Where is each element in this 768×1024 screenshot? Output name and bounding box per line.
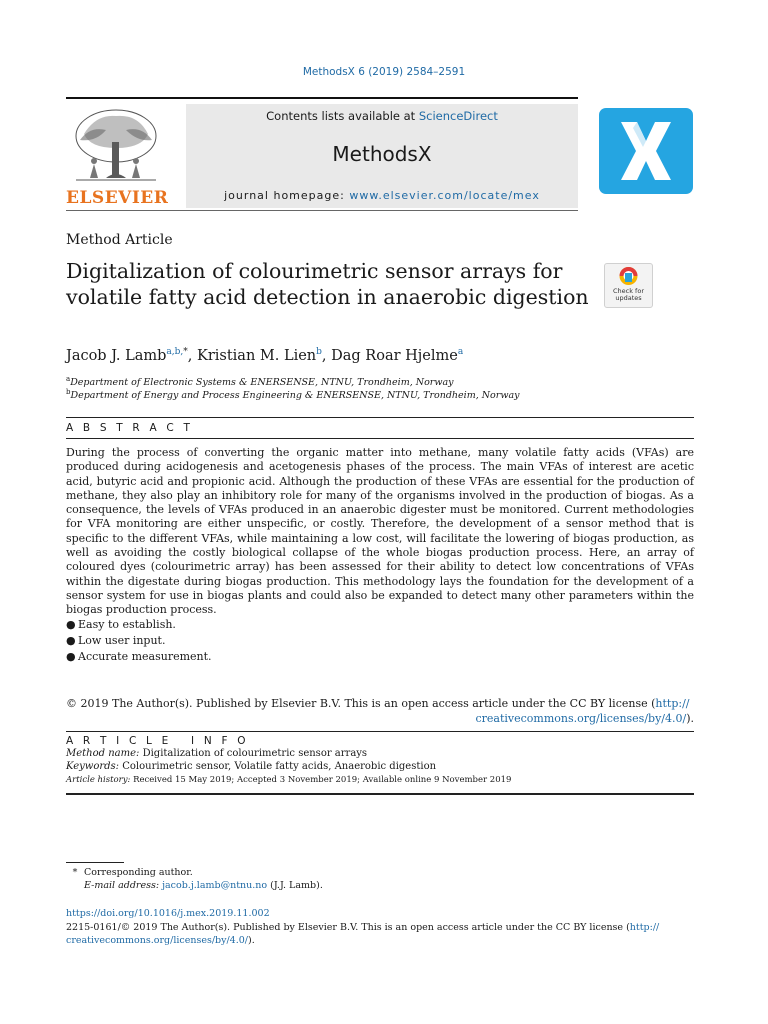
issn-prefix: 2215-0161/© 2019 The Author(s). Published by Elsevier B.V. This is an open access article under the CC BY license ( — [66, 922, 630, 933]
keywords-value: Colourimetric sensor, Volatile fatty acids, Anaerobic digestion — [122, 761, 437, 772]
author-name[interactable]: Dag Roar Hjelme — [331, 348, 458, 364]
journal-header-box — [186, 104, 578, 208]
check-for-updates-button[interactable] — [604, 263, 653, 308]
abstract-heading: A B S T R A C T — [66, 422, 194, 434]
homepage-line — [186, 189, 578, 202]
article-title: Digitalization of colourimetric sensor arrays for volatile fatty acid detection in anaerobic digestion — [66, 259, 589, 309]
keywords-line — [66, 761, 436, 772]
corresponding-footnote — [66, 867, 193, 878]
email-footnote — [84, 880, 323, 891]
top-rule — [66, 97, 578, 99]
affiliation-label: b — [66, 387, 71, 396]
method-name-line — [66, 748, 367, 759]
methodsx-logo-graphic — [599, 108, 693, 194]
corresponding-text: Corresponding author. — [84, 867, 193, 878]
author-list — [66, 348, 463, 364]
affiliation — [66, 387, 520, 401]
elsevier-tree-icon — [66, 104, 166, 188]
method-name-label: Method name: — [66, 748, 140, 759]
highlight-text: Easy to establish. — [78, 618, 176, 631]
methodsx-x-icon[interactable] — [599, 108, 693, 194]
article-type: Method Article — [66, 232, 173, 248]
history-label: Article history: — [66, 775, 131, 785]
affiliation-text: Department of Electronic Systems & ENERSENSE, NTNU, Trondheim, Norway — [70, 377, 454, 388]
issn-suffix: ). — [248, 935, 255, 946]
homepage-link[interactable]: www.elsevier.com/locate/mex — [349, 189, 540, 202]
check-updates-icon — [605, 264, 652, 288]
affiliation — [66, 374, 454, 388]
issn-link-start[interactable]: http:// — [629, 922, 660, 933]
article-info-heading: A R T I C L E I N F O — [66, 735, 249, 747]
contents-prefix: Contents lists available at — [266, 109, 419, 123]
highlight-text: Low user input. — [78, 634, 166, 647]
license-suffix: ). — [686, 712, 694, 725]
bullet-icon: ● — [66, 634, 76, 647]
method-name-value: Digitalization of colourimetric sensor arrays — [142, 748, 368, 759]
highlight-item — [66, 650, 212, 663]
author-affiliation-marks[interactable]: a,b, — [166, 347, 184, 358]
keywords-label: Keywords: — [66, 761, 120, 772]
license-line-2 — [475, 712, 694, 725]
elsevier-logo[interactable] — [66, 104, 169, 208]
author-separator: , — [321, 348, 332, 364]
highlight-item — [66, 634, 165, 647]
author-name[interactable]: Kristian M. Lien — [197, 348, 317, 364]
email-label: E-mail address: — [84, 880, 160, 891]
highlight-text: Accurate measurement. — [78, 650, 212, 663]
issn-link-end[interactable]: creativecommons.org/licenses/by/4.0/ — [66, 935, 248, 946]
abstract-body: During the process of converting the organic matter into methane, many volatile fatty acids (VFAs) are produced during acidogenesis and acetogenesis phases of the process. The main VFAs of interest are acetic acid, butyric acid and propionic acid. Although the production of these VFAs are essential for the production of methane, they also play an inhibitory role for many of the organisms involved in the production of biogas. As a consequence, the levels of VFAs produced in an anaerobic digester must be monitored. Current methodologies for VFA monitoring are either unspecific, or costly. Therefore, the development of a sensor method that is specific to the different VFAs, while maintaining a low cost, will facilitate the lowering of biogas production, as well as avoiding the costly biological collapse of the whole biogas production process. Here, an array of coloured dyes (colourimetric array) has been assessed for their ability to detect low concentrations of VFAs within the digestate during biogas production. This methodology lays the foundation for the development of a sensor system for use in biogas plants and could also be expanded to detect many other parameters within the biogas production process. — [66, 446, 694, 617]
email-suffix: (J.J. Lamb). — [270, 880, 323, 891]
elsevier-wordmark: ELSEVIER — [66, 188, 169, 208]
affiliation-text: Department of Energy and Process Engineering & ENERSENSE, NTNU, Trondheim, Norway — [70, 390, 520, 401]
article-info-rule-bottom — [66, 793, 694, 795]
license-prefix: © 2019 The Author(s). Published by Elsevier B.V. This is an open access article under the CC BY license ( — [66, 697, 656, 710]
article-history-line — [66, 775, 511, 785]
history-value: Received 15 May 2019; Accepted 3 November 2019; Available online 9 November 2019 — [133, 775, 512, 785]
homepage-prefix: journal homepage: — [224, 189, 350, 202]
author-name[interactable]: Jacob J. Lamb — [66, 348, 167, 364]
abstract-rule-top — [66, 417, 694, 418]
header-rule — [66, 210, 578, 211]
check-updates-label: Check for updates — [613, 287, 644, 302]
license-link-end[interactable]: creativecommons.org/licenses/by/4.0/ — [475, 712, 687, 725]
highlight-item — [66, 618, 176, 631]
author-affiliation-marks[interactable]: b — [316, 347, 322, 358]
contents-line — [186, 109, 578, 123]
license-link-start[interactable]: http:// — [655, 697, 690, 710]
doi-link[interactable]: https://doi.org/10.1016/j.mex.2019.11.002 — [66, 908, 270, 919]
journal-reference[interactable]: MethodsX 6 (2019) 2584–2591 — [302, 66, 466, 78]
author-affiliation-marks[interactable]: a — [457, 347, 464, 358]
license-line-1 — [66, 697, 689, 710]
affiliation-label: a — [66, 374, 71, 383]
footnote-rule — [66, 862, 124, 863]
email-link[interactable]: jacob.j.lamb@ntnu.no — [162, 880, 268, 891]
issn-copyright — [66, 921, 694, 947]
corresponding-mark[interactable]: * — [183, 347, 188, 358]
bullet-icon: ● — [66, 650, 76, 663]
bullet-icon: ● — [66, 618, 76, 631]
footnote-star: * — [72, 867, 78, 878]
author-separator: , — [187, 348, 197, 364]
article-info-rule-top — [66, 731, 694, 732]
journal-name: MethodsX — [332, 142, 432, 166]
sciencedirect-link[interactable]: ScienceDirect — [418, 109, 498, 123]
abstract-rule-inner — [66, 438, 694, 439]
